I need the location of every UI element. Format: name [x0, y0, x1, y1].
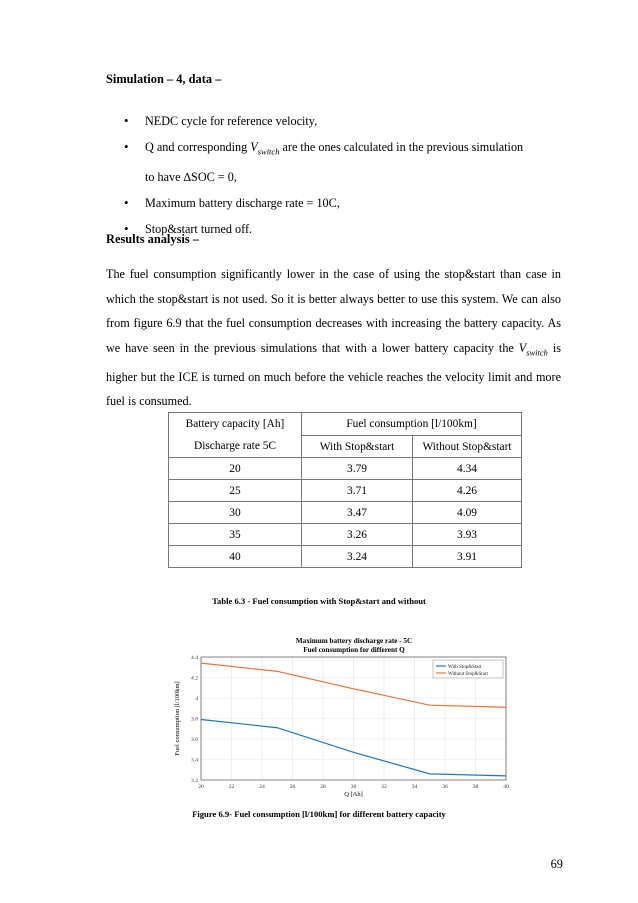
- y-tick-label: 4.2: [191, 675, 198, 682]
- page-number: 69: [550, 857, 563, 871]
- y-tick-label: 3.2: [191, 778, 198, 784]
- table-caption: Table 6.3 - Fuel consumption with Stop&start and without: [212, 596, 426, 606]
- chart-subtitle: Fuel consumption for different Q: [303, 646, 405, 654]
- legend-label: Without Stop&Start: [448, 672, 488, 677]
- bullet-text: are the ones calculated in the previous simulation: [279, 140, 524, 154]
- list-item: [121, 134, 566, 190]
- results-heading: Results analysis –: [106, 232, 199, 246]
- y-tick-label: 3.6: [191, 737, 198, 743]
- col-header-discharge: Discharge rate 5C: [169, 436, 302, 458]
- table-cell: 4.09: [413, 502, 522, 524]
- list-item: [121, 190, 566, 216]
- x-tick-label: 24: [259, 784, 265, 790]
- chart-title: Maximum battery discharge rate - 5C: [295, 637, 413, 645]
- x-tick-label: 36: [442, 784, 448, 790]
- list-item: [121, 108, 566, 134]
- x-tick-label: 28: [320, 784, 326, 790]
- table-cell: 3.71: [302, 480, 413, 502]
- chart-legend: [433, 660, 503, 678]
- v-switch-symbol: [518, 340, 548, 358]
- chart-svg: [170, 633, 516, 803]
- y-axis-label: Fuel consumption [l/100km]: [174, 681, 181, 756]
- paragraph-text: The fuel consumption significantly lower in the case of using the stop&start than case in which the stop&start is not used. So it is better always better to use this system. We can also from figure 6.9 that the fuel consumption decreases with increasing the battery capacity. As we have seen in the previous simulations that with a lower battery capacity the: [106, 267, 561, 355]
- table-row: [169, 546, 522, 568]
- results-paragraph: [106, 262, 561, 414]
- table-row: [169, 502, 522, 524]
- math-subscript: switch: [257, 146, 280, 157]
- y-tick-label: 4.4: [191, 655, 198, 661]
- col-header-group: Fuel consumption [l/100km]: [302, 413, 522, 436]
- table-cell: 40: [169, 546, 302, 568]
- y-tick-label: 3.8: [191, 716, 198, 723]
- x-tick-label: 40: [503, 784, 509, 790]
- fuel-consumption-table: [168, 412, 522, 568]
- x-tick-label: 26: [289, 784, 296, 790]
- y-tick-label: 4: [195, 696, 198, 702]
- y-tick-label: 3.4: [191, 757, 198, 764]
- table-cell: 20: [169, 458, 302, 480]
- table-row: [169, 480, 522, 502]
- x-tick-label: 34: [411, 784, 418, 790]
- table-cell: 25: [169, 480, 302, 502]
- table-header-row: [169, 436, 522, 458]
- x-tick-label: 32: [381, 784, 387, 790]
- simulation-bullet-list: [121, 108, 566, 242]
- bullet-text: to have ∆SOC = 0,: [145, 170, 237, 185]
- bullet-text: NEDC cycle for reference velocity,: [145, 114, 318, 128]
- table-cell: 35: [169, 524, 302, 546]
- fuel-consumption-chart: [170, 633, 516, 803]
- legend-label: With Stop&Start: [448, 665, 482, 670]
- table-cell: 3.91: [413, 546, 522, 568]
- table-row: [169, 458, 522, 480]
- simulation-heading: Simulation – 4, data –: [106, 72, 222, 86]
- table-cell: 3.47: [302, 502, 413, 524]
- bullet-text: Maximum battery discharge rate = 10C,: [145, 196, 340, 211]
- table-cell: 3.24: [302, 546, 413, 568]
- math-symbol: V: [518, 340, 527, 355]
- table-header-row: [169, 413, 522, 436]
- paragraph-text: is higher but the ICE is turned on much before the vehicle reaches the velocity limit and more fuel is consumed.: [106, 340, 561, 409]
- x-tick-label: 30: [350, 784, 357, 790]
- col-header-without: Without Stop&start: [413, 436, 522, 458]
- x-tick-label: 20: [198, 784, 204, 790]
- v-switch-symbol: [250, 140, 280, 157]
- x-tick-label: 22: [228, 784, 235, 790]
- x-tick-label: 38: [472, 784, 479, 790]
- figure-caption: Figure 6.9- Fuel consumption [l/100km] for different battery capacity: [192, 809, 446, 819]
- col-header-battery: Battery capacity [Ah]: [169, 413, 302, 436]
- table-cell: 30: [169, 502, 302, 524]
- bullet-text: Q and corresponding: [145, 140, 251, 154]
- x-axis-label: Q [Ah]: [344, 791, 363, 798]
- table-cell: 3.79: [302, 458, 413, 480]
- table-cell: 3.26: [302, 524, 413, 546]
- bullet-text: Stop&start turned off.: [145, 222, 253, 237]
- math-subscript: switch: [526, 347, 548, 358]
- math-symbol: V: [250, 140, 258, 154]
- col-header-with: With Stop&start: [302, 436, 413, 458]
- table-row: [169, 524, 522, 546]
- table-cell: 3.93: [413, 524, 522, 546]
- table-cell: 4.26: [413, 480, 522, 502]
- table-cell: 4.34: [413, 458, 522, 480]
